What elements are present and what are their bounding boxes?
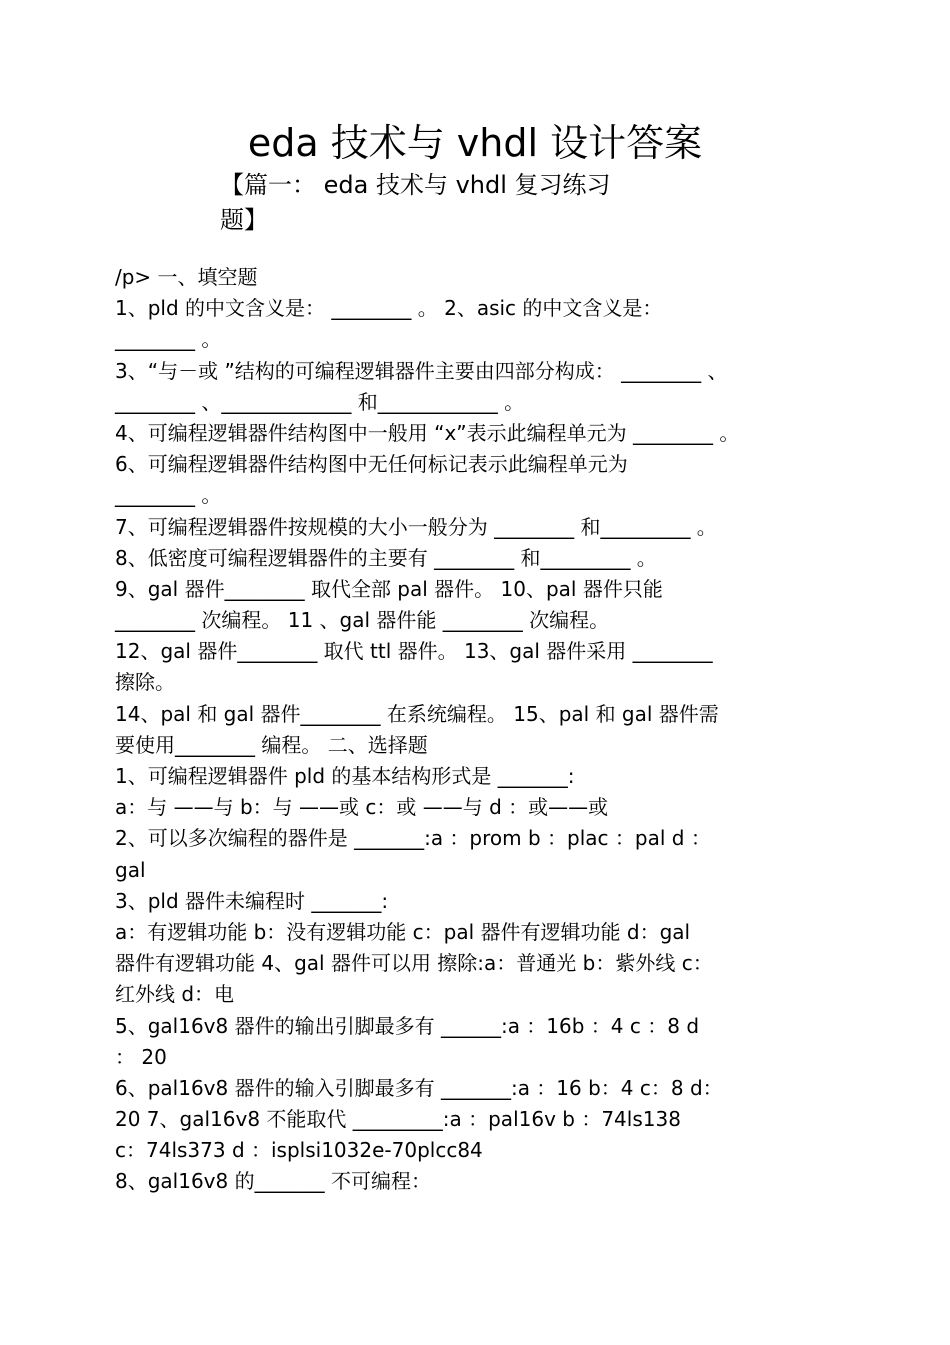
text-line: 8、gal16v8 的_______ 不可编程： (115, 1169, 431, 1194)
text-line: ________ 。 (115, 327, 222, 352)
text-line: 6、pal16v8 器件的输入引脚最多有 _______:a ：16 b：4 c：8 d： (115, 1075, 723, 1100)
text-line: 8、低密度可编程逻辑器件的主要有 ________ 和_________ 。 (115, 545, 657, 570)
subtitle-line: 【篇一： eda 技术与 vhdl 复习练习 (220, 171, 611, 199)
text-line: 擦除。 (115, 670, 175, 695)
text-line: 3、“与－或 ”结构的可编程逻辑器件主要由四部分构成： ________ 、 (115, 358, 728, 383)
text-line: 14、pal 和 gal 器件________ 在系统编程。 15、pal 和 gal 器件需 (115, 701, 719, 726)
document-title: eda 技术与 vhdl 设计答案 (247, 121, 703, 165)
text-line: ________ 。 (115, 483, 222, 508)
text-line: 20 7、gal16v8 不能取代 _________:a ：pal16v b ：74ls138 (115, 1107, 681, 1132)
text-line: 1、可编程逻辑器件 pld 的基本结构形式是 _______: (115, 764, 575, 788)
text-line: 12、gal 器件________ 取代 ttl 器件。 13、gal 器件采用 ________ (115, 639, 713, 664)
text-line: 7、可编程逻辑器件按规模的大小一般分为 ________ 和_________ 。 (115, 514, 717, 539)
text-line: 3、pld 器件未编程时 _______: (115, 888, 389, 913)
text-line: 2、可以多次编程的器件是 _______:a ：prom b ：plac ：pal d ： (115, 826, 711, 851)
text-line: 要使用________ 编程。 二、选择题 (115, 732, 428, 757)
text-line: ： 20 (115, 1044, 167, 1069)
text-line: 器件有逻辑功能 4、gal 器件可以用 擦除:a：普通光 b：紫外线 c： (115, 951, 713, 976)
text-line: 9、gal 器件________ 取代全部 pal 器件。 10、pal 器件只能 (115, 576, 663, 601)
subtitle-line: 题】 (220, 206, 268, 234)
text-line: /p> 一、填空题 (115, 265, 258, 289)
document-subtitle (220, 168, 690, 238)
text-line: 1、pld 的中文含义是： ________ 。 2、asic 的中文含义是： (115, 296, 663, 321)
text-line: c：74ls373 d ：isplsi1032e-70plcc84 (115, 1138, 483, 1163)
text-line: 红外线 d：电 (115, 982, 235, 1007)
text-line: a：与 ——与 b：与 ——或 c：或 ——与 d ：或——或 (115, 795, 609, 820)
text-line: 5、gal16v8 器件的输出引脚最多有 ______:a ：16b ：4 c ：8 d (115, 1013, 700, 1038)
text-line: a：有逻辑功能 b：没有逻辑功能 c：pal 器件有逻辑功能 d：gal (115, 919, 691, 944)
document-body (115, 262, 895, 1198)
text-line: 4、可编程逻辑器件结构图中一般用 “x”表示此编程单元为 ________ 。 (115, 420, 740, 445)
text-line: ________ 次编程。 11 、gal 器件能 ________ 次编程。 (115, 608, 610, 633)
text-line: ________ 、_____________ 和____________ 。 (115, 389, 525, 414)
text-line: 6、可编程逻辑器件结构图中无任何标记表示此编程单元为 (115, 452, 628, 477)
text-line: gal (115, 857, 146, 882)
